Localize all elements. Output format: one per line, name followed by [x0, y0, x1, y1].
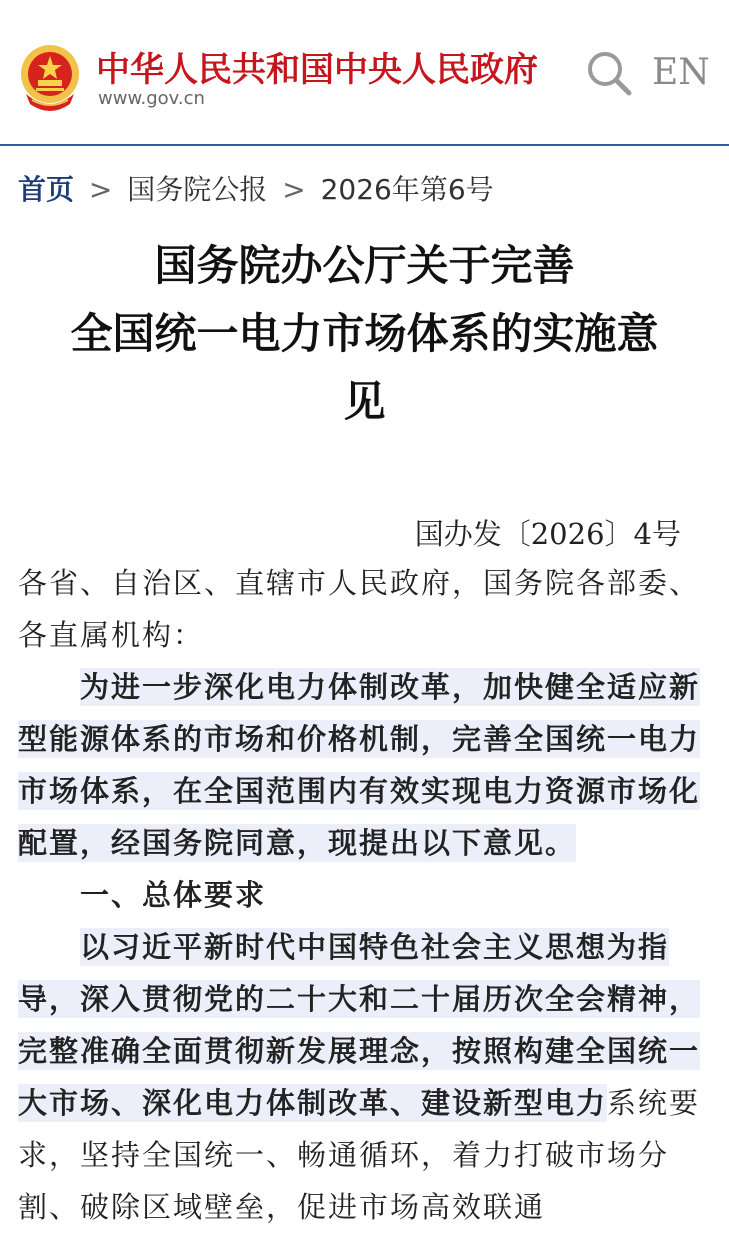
breadcrumb-home-link[interactable]: 首页	[18, 173, 75, 206]
document-body	[18, 557, 714, 1233]
intro-paragraph	[18, 661, 714, 869]
document-title-line: 全国统一电力市场体系的实施意	[70, 309, 659, 358]
site-title[interactable]: 中华人民共和国中央人民政府	[96, 50, 538, 90]
addressee-paragraph: 各省、自治区、直辖市人民政府，国务院各部委、各直属机构：	[18, 566, 701, 652]
document-title-line: 国务院办公厅关于完善	[154, 241, 575, 290]
site-header	[0, 0, 729, 146]
breadcrumb-separator: >	[88, 173, 113, 206]
site-url[interactable]: www.gov.cn	[98, 88, 205, 109]
breadcrumb-issue: 2026年第6号	[320, 173, 494, 206]
breadcrumb-separator: >	[282, 173, 306, 206]
breadcrumb-section-link[interactable]: 国务院公报	[127, 173, 268, 206]
section1-bold-text: 以习近平新时代中国特色社会主义思想为指导，深入贯彻党的二十大和二十届历次全会精神，完整准确全面贯彻新发展理念，按照构建全国统一大市场、深化电力体制改革、建设新型电力	[18, 930, 701, 1120]
language-toggle-button[interactable]: EN	[652, 52, 710, 93]
intro-text: 为进一步深化电力体制改革，加快健全适应新型能源体系的市场和价格机制，完善全国统一电力市场体系，在全国范围内有效实现电力资源市场化配置，经国务院同意，现提出以下意见。	[18, 670, 701, 860]
section-heading: 一、总体要求	[80, 878, 267, 912]
document-number: 国办发〔2026〕4号	[414, 517, 681, 551]
document-title	[0, 232, 729, 436]
section1-paragraph	[18, 921, 714, 1233]
section1-rest-text: 系统要求，坚持全国统一、畅通循环，着力打破市场分割、破除区域壁垒，促进市场高效联通	[18, 1086, 701, 1224]
document-title-line: 见	[343, 377, 386, 426]
search-icon[interactable]	[584, 48, 634, 98]
national-emblem-icon[interactable]	[18, 44, 82, 112]
breadcrumb	[18, 168, 494, 208]
